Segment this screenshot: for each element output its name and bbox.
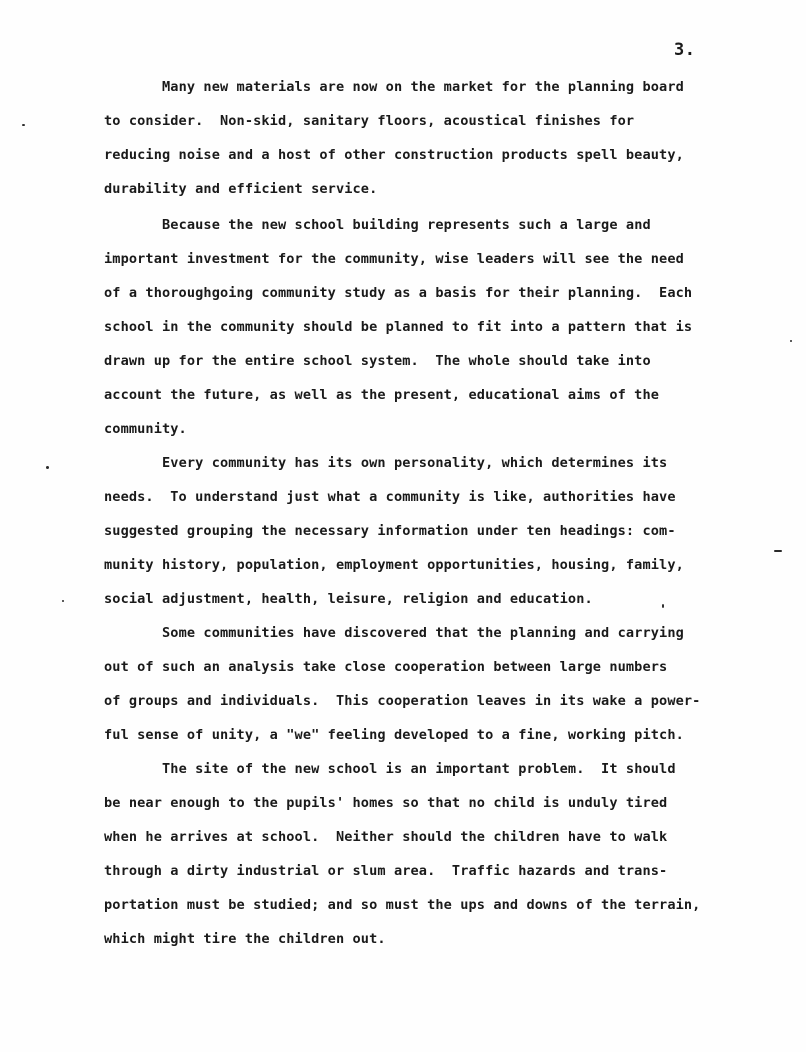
text-line: community.: [104, 421, 187, 437]
text-line: Some communities have discovered that the planning and carrying: [162, 625, 684, 641]
text-line: account the future, as well as the present, educational aims of the: [104, 387, 660, 403]
text-line: reducing noise and a host of other construction products spell beauty,: [104, 147, 684, 163]
text-line: drawn up for the entire school system. The whole should take into: [104, 353, 651, 369]
text-line: which might tire the children out.: [104, 931, 386, 947]
text-line: suggested grouping the necessary information under ten headings: com-: [104, 523, 676, 539]
scan-speck: [62, 600, 64, 602]
text-line: when he arrives at school. Neither should the children have to walk: [104, 829, 668, 845]
text-line: of a thoroughgoing community study as a basis for their planning. Each: [104, 285, 693, 301]
scan-speck: [662, 604, 664, 608]
text-line: The site of the new school is an important problem. It should: [162, 761, 676, 777]
text-line: social adjustment, health, leisure, religion and education.: [104, 591, 593, 607]
text-line: portation must be studied; and so must the ups and downs of the terrain,: [104, 897, 701, 913]
text-line: out of such an analysis take close cooperation between large numbers: [104, 659, 668, 675]
text-line: munity history, population, employment opportunities, housing, family,: [104, 557, 684, 573]
text-line: be near enough to the pupils' homes so that no child is unduly tired: [104, 795, 668, 811]
text-line: durability and efficient service.: [104, 181, 378, 197]
text-line: Because the new school building represents such a large and: [162, 217, 651, 233]
text-line: of groups and individuals. This cooperation leaves in its wake a power-: [104, 693, 701, 709]
text-line: school in the community should be planned to fit into a pattern that is: [104, 319, 693, 335]
scan-speck: [22, 124, 25, 126]
text-line: Many new materials are now on the market for the planning board: [162, 79, 684, 95]
text-line: to consider. Non-skid, sanitary floors, acoustical finishes for: [104, 113, 635, 129]
text-line: Every community has its own personality, which determines its: [162, 455, 668, 471]
text-line: important investment for the community, wise leaders will see the need: [104, 251, 684, 267]
text-line: needs. To understand just what a community is like, authorities have: [104, 489, 676, 505]
scan-speck: [46, 466, 49, 469]
scan-speck: [774, 550, 782, 552]
text-line: ful sense of unity, a "we" feeling developed to a fine, working pitch.: [104, 727, 684, 743]
text-line: through a dirty industrial or slum area. Traffic hazards and trans-: [104, 863, 668, 879]
scan-speck: [790, 340, 792, 342]
page-number: 3.: [674, 40, 696, 60]
